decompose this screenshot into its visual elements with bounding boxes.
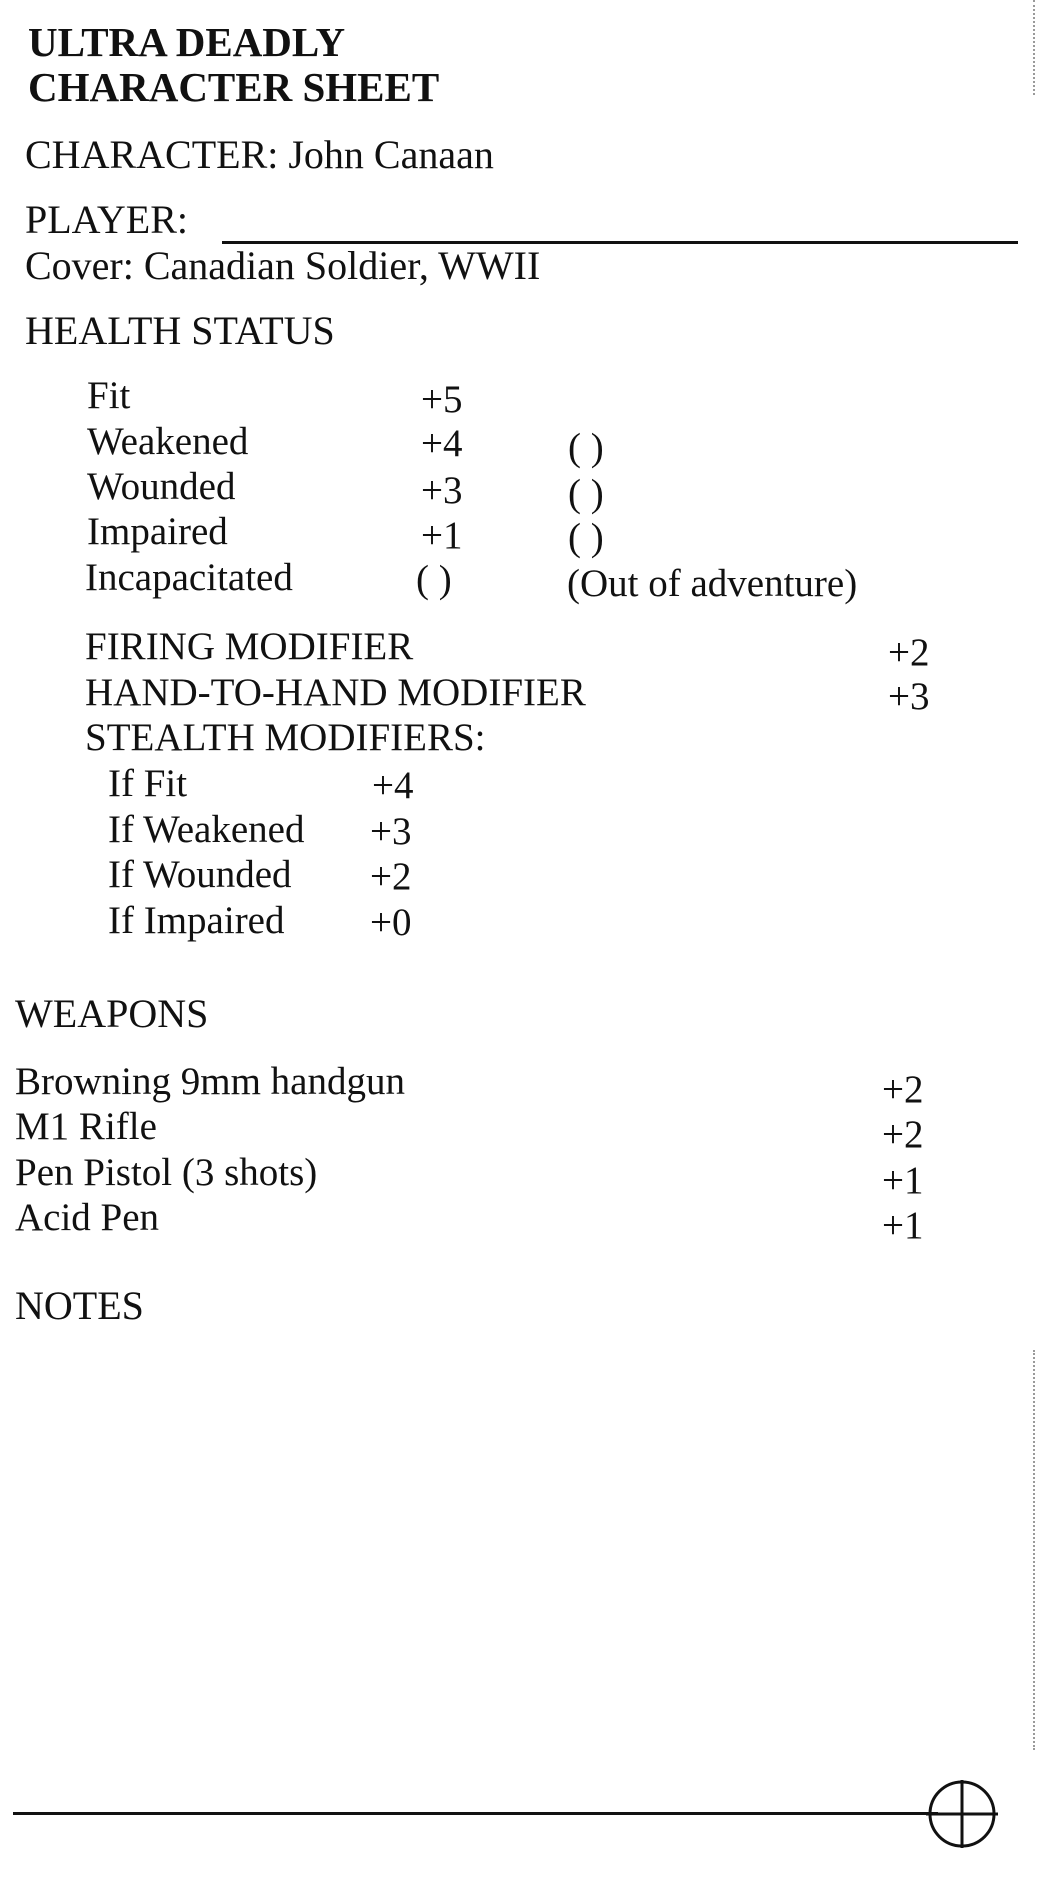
cover-identity: Cover: Canadian Soldier, WWII (25, 243, 541, 288)
player-label: PLAYER: (25, 197, 189, 242)
firing-modifier-value: +2 (888, 631, 930, 674)
weapons-heading: WEAPONS (15, 991, 209, 1036)
health-row-weakened-label: Weakened (87, 420, 249, 463)
weapon-pen-pistol-name: Pen Pistol (3 shots) (15, 1151, 318, 1194)
stealth-if-wounded-value: +2 (370, 855, 412, 898)
stealth-if-fit-label: If Fit (108, 762, 188, 805)
health-row-fit-value: +5 (421, 378, 463, 421)
health-row-wounded-label: Wounded (87, 465, 236, 508)
health-row-wounded-checkbox: ( ) (568, 472, 604, 515)
stealth-if-weakened-label: If Weakened (108, 808, 305, 851)
health-row-impaired-checkbox: ( ) (568, 516, 604, 559)
stealth-if-wounded-label: If Wounded (108, 853, 292, 896)
scan-edge-marks-bottom (1033, 1350, 1038, 1750)
weapon-browning-name: Browning 9mm handgun (15, 1060, 405, 1103)
sheet-title-line1: ULTRA DEADLY (28, 19, 346, 65)
health-status-heading: HEALTH STATUS (25, 308, 335, 353)
stealth-if-weakened-value: +3 (370, 810, 412, 853)
scan-edge-marks-top (1033, 0, 1038, 95)
health-row-wounded-value: +3 (421, 469, 463, 512)
stealth-if-impaired-label: If Impaired (108, 899, 285, 942)
hand-to-hand-modifier-value: +3 (888, 675, 930, 718)
health-row-impaired-value: +1 (421, 514, 463, 557)
firing-modifier-label: FIRING MODIFIER (85, 625, 414, 668)
health-row-incapacitated-note: (Out of adventure) (567, 562, 858, 605)
weapon-m1-rifle-value: +2 (882, 1113, 924, 1156)
notes-heading: NOTES (15, 1283, 144, 1328)
health-row-fit-label: Fit (87, 374, 131, 417)
bottom-rule (13, 1812, 938, 1815)
weapon-browning-value: +2 (882, 1068, 924, 1111)
health-row-incapacitated-label: Incapacitated (85, 556, 293, 599)
health-row-impaired-label: Impaired (87, 510, 228, 553)
weapon-acid-pen-value: +1 (882, 1204, 924, 1247)
sheet-title-line2: CHARACTER SHEET (28, 64, 440, 110)
weapon-acid-pen-name: Acid Pen (15, 1196, 160, 1239)
health-row-weakened-checkbox: ( ) (568, 426, 604, 469)
stealth-if-impaired-value: +0 (370, 901, 412, 944)
stealth-modifiers-heading: STEALTH MODIFIERS: (85, 716, 486, 759)
stealth-if-fit-value: +4 (372, 764, 414, 807)
weapon-pen-pistol-value: +1 (882, 1159, 924, 1202)
health-row-weakened-value: +4 (421, 422, 463, 465)
character-name: CHARACTER: John Canaan (25, 132, 494, 177)
hand-to-hand-modifier-label: HAND-TO-HAND MODIFIER (85, 671, 586, 714)
crosshair-circle-icon (926, 1778, 998, 1850)
health-row-incapacitated-checkbox: ( ) (416, 558, 452, 601)
weapon-m1-rifle-name: M1 Rifle (15, 1105, 157, 1148)
